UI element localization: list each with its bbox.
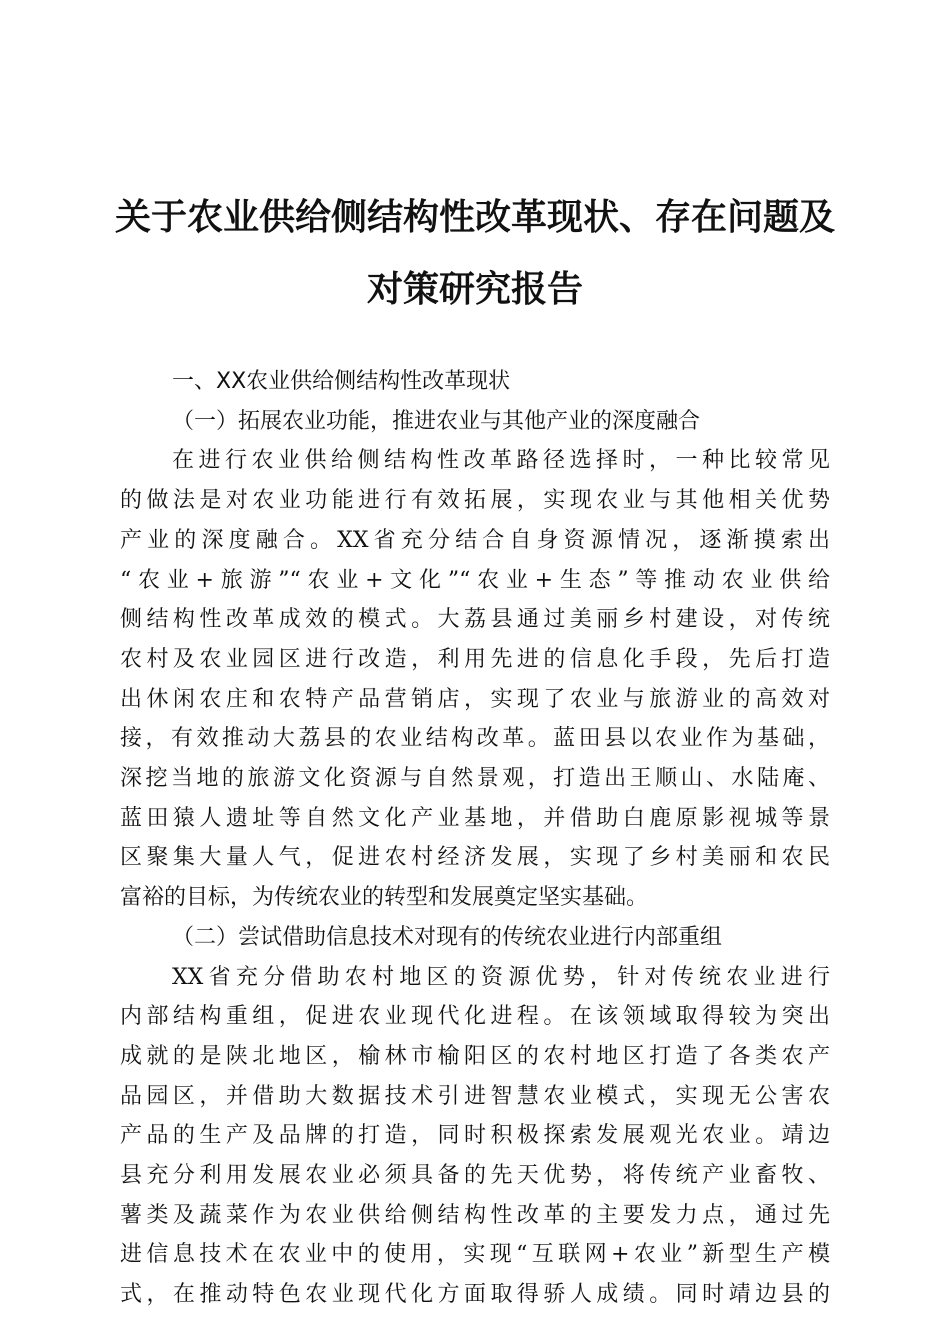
paragraph-line: XX省充分借助农村地区的资源优势，针对传统农业进行 xyxy=(172,964,830,990)
document-title-line-1: 关于农业供给侧结构性改革现状、存在问题及 xyxy=(114,197,835,238)
subsection-heading-1: （一）拓展农业功能，推进农业与其他产业的深度融合 xyxy=(172,408,701,434)
paragraph-line: 内部结构重组，促进农业现代化进程。在该领域取得较为突出 xyxy=(120,1004,830,1030)
paragraph-line: 深挖当地的旅游文化资源与自然景观，打造出王顺山、水陆庵、 xyxy=(120,766,830,792)
paragraph-line: 成就的是陕北地区，榆林市榆阳区的农村地区打造了各类农产 xyxy=(120,1043,830,1069)
section-heading-1: 一、XX农业供给侧结构性改革现状 xyxy=(172,369,511,394)
document-body xyxy=(120,362,830,1315)
paragraph-line: 的做法是对农业功能进行有效拓展，实现农业与其他相关优势 xyxy=(120,488,830,514)
paragraph-line: 薯类及蔬菜作为农业供给侧结构性改革的主要发力点，通过先 xyxy=(120,1202,830,1228)
paragraph-line: 区聚集大量人气，促进农村经济发展，实现了乡村美丽和农民 xyxy=(120,845,830,871)
paragraph-line: 农村及农业园区进行改造，利用先进的信息化手段，先后打造 xyxy=(120,646,830,672)
subsection-heading-2: （二）尝试借助信息技术对现有的传统农业进行内部重组 xyxy=(172,924,723,950)
paragraph-line: 进信息技术在农业中的使用，实现“互联网+农业”新型生产模 xyxy=(120,1242,830,1268)
paragraph-line: 在进行农业供给侧结构性改革路径选择时，一种比较常见 xyxy=(172,448,830,474)
paragraph-line: 接，有效推动大荔县的农业结构改革。蓝田县以农业作为基础， xyxy=(120,726,830,752)
paragraph-2 xyxy=(120,958,830,1315)
paragraph-line: 侧结构性改革成效的模式。大荔县通过美丽乡村建设，对传统 xyxy=(120,607,830,633)
paragraph-line: 蓝田猿人遗址等自然文化产业基地，并借助白鹿原影视城等景 xyxy=(120,805,830,831)
paragraph-line: 产业的深度融合。XX省充分结合自身资源情况，逐渐摸索出 xyxy=(120,527,830,553)
paragraph-line: 产品的生产及品牌的打造，同时积极探索发展观光农业。靖边 xyxy=(120,1123,830,1149)
paragraph-1 xyxy=(120,441,830,917)
paragraph-line: 品园区，并借助大数据技术引进智慧农业模式，实现无公害农 xyxy=(120,1083,830,1109)
paragraph-line: 出休闲农庄和农特产品营销店，实现了农业与旅游业的高效对 xyxy=(120,686,830,712)
paragraph-line: “农业+旅游”“农业+文化”“农业+生态”等推动农业供给 xyxy=(120,567,830,593)
paragraph-line: 县充分利用发展农业必须具备的先天优势，将传统产业畜牧、 xyxy=(120,1163,830,1189)
document-title-line-2: 对策研究报告 xyxy=(366,269,583,310)
paragraph-line: 富裕的目标，为传统农业的转型和发展奠定坚实基础。 xyxy=(120,885,649,911)
paragraph-line: 式，在推动特色农业现代化方面取得骄人成绩。同时靖边县的 xyxy=(120,1282,830,1308)
